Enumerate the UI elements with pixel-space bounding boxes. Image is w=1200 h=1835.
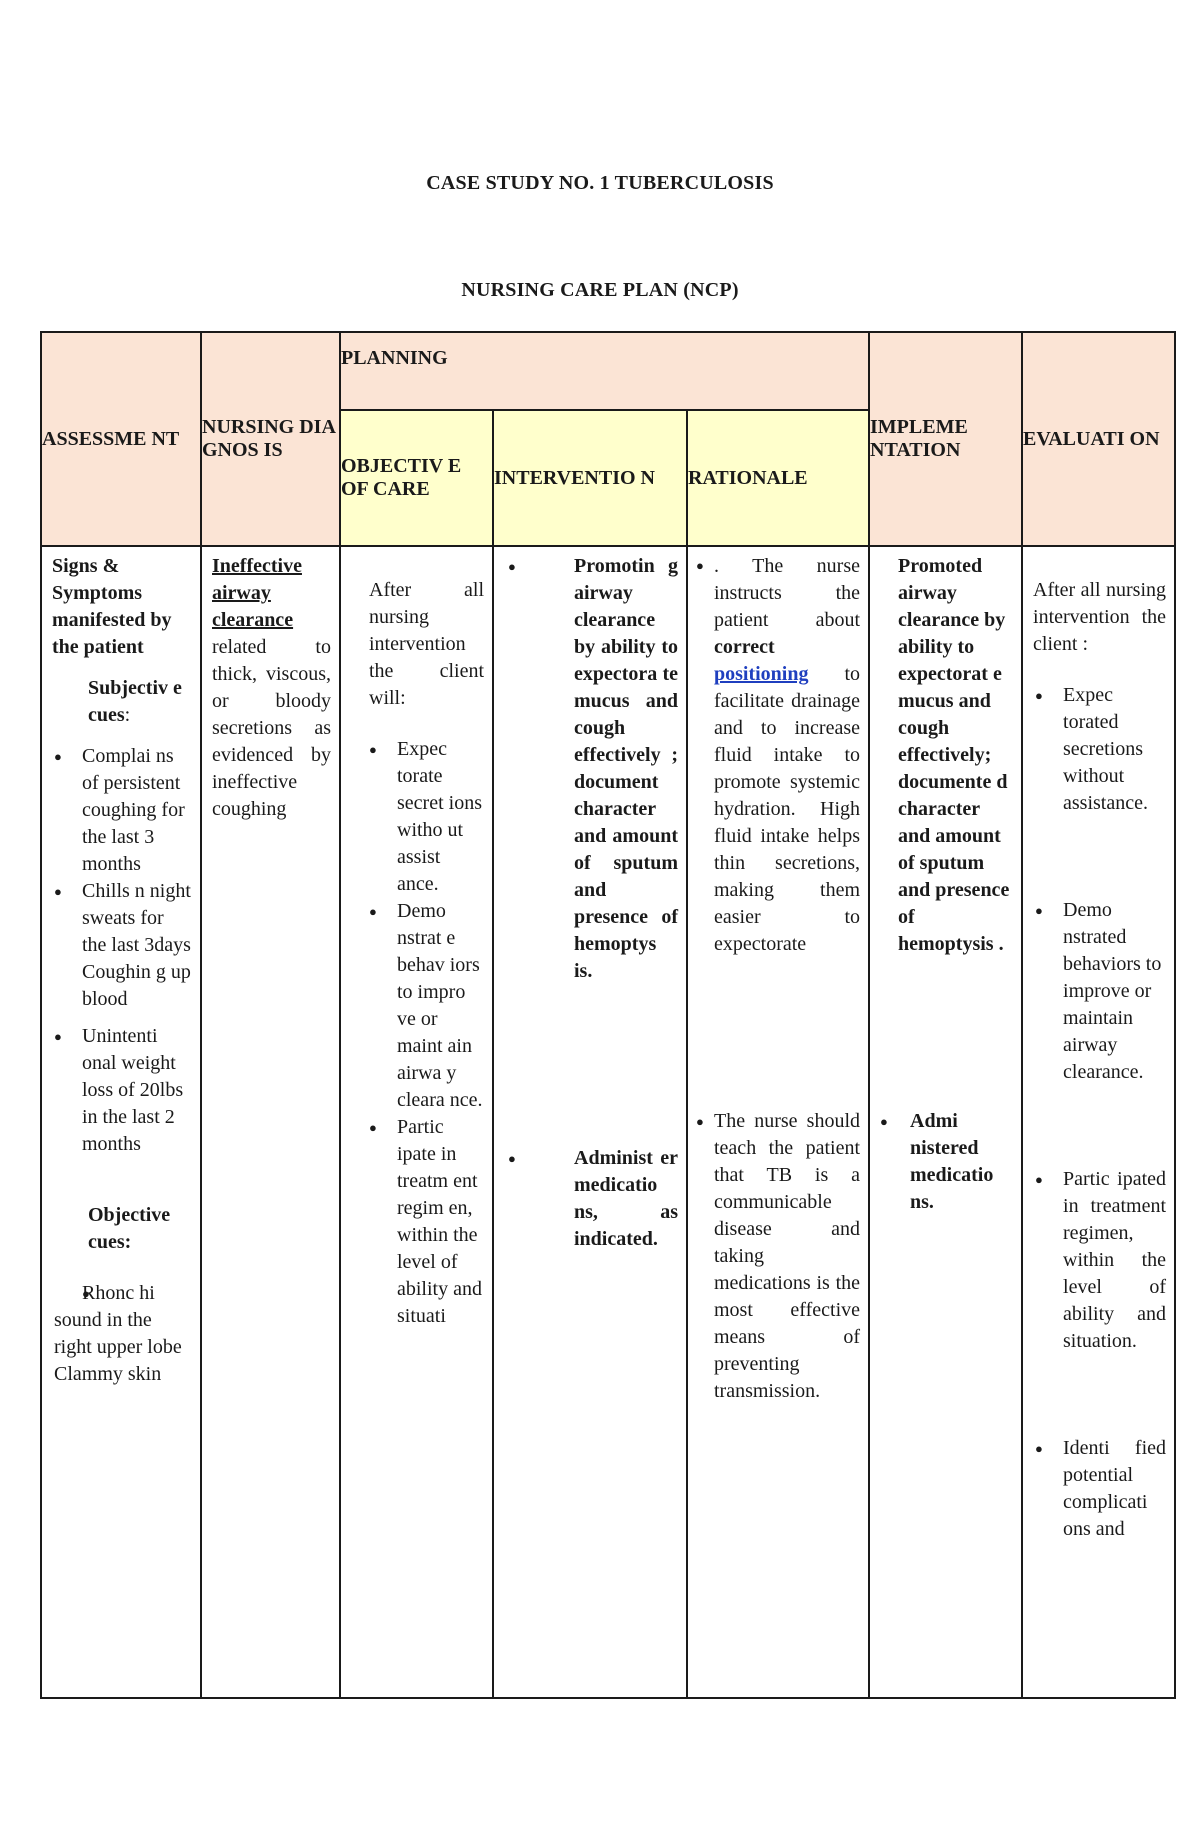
subjective-cues-label: Subjectiv e cues:: [88, 677, 182, 726]
nursing-care-plan-table: [40, 331, 1176, 1699]
implementation-cell: [869, 546, 1022, 1698]
rationale-text: The nurse should teach the patient that TB is a communicable disease and taking medications is the most effective means of preventing transmission.: [714, 1110, 861, 1402]
document-title: CASE STUDY NO. 1 TUBERCULOSIS: [426, 172, 774, 194]
objective-cues-label: Objective cues:: [88, 1204, 171, 1253]
diagnosis-text: related to thick, viscous, or bloody secretions as evidenced by ineffective coughing: [212, 636, 331, 820]
objective-item: ● Partic ipate in treatm ent regim en, within the level of ability and situati: [359, 1114, 484, 1330]
objective-intro: After all nursing intervention the client will:: [369, 579, 484, 709]
header-assessment: ASSESSME NT: [41, 332, 201, 546]
intervention-item: ● Promotin g airway clearance by ability to expectora te mucus and cough effectively ; document character and amount of sputum and presence of hemoptys is.: [498, 553, 678, 985]
nursing-diagnosis-cell: [201, 546, 340, 1698]
header-intervention: INTERVENTIO N: [493, 410, 687, 546]
implementation-item: ● Admi nistered medicatio ns.: [870, 1108, 1013, 1216]
objective-item: ● Demo nstrat e behav iors to impro ve or maint ain airwa y cleara nce.: [359, 898, 484, 1114]
assessment-heading: Signs & Symptoms manifested by the patient: [52, 555, 172, 658]
bullet-icon: ●: [696, 558, 704, 573]
header-planning: PLANNING: [340, 332, 869, 410]
implementation-item: Promoted airway clearance by ability to expectorat e mucus and cough effectively; documente d character and amount of sputum and presence of hemoptysis .: [898, 555, 1010, 955]
evaluation-item: ● Demo nstrated behaviors to improve or maintain airway clearance.: [1025, 897, 1166, 1086]
subjective-cue-item: ● Chills n night sweats for the last 3days Coughin g up blood: [44, 878, 192, 1013]
rationale-cell: ● . The nurse instructs the patient about correct positioning to facilitate drainage and to increase fluid intake to promote systemic hydration. High fluid intake helps thin secretions, making them easier to expectorate ● The nurse should teach the patient that TB is a communicable disease and taking medications is the most effective means of preventing transmission.: [687, 546, 869, 1698]
diagnosis-label: Ineffective airway clearance: [212, 555, 302, 631]
evaluation-intro: After all nursing intervention the client :: [1033, 579, 1167, 655]
header-implementation: IMPLEME NTATION: [869, 332, 1022, 546]
evaluation-item: ● Expec torated secretions without assistance.: [1025, 682, 1166, 817]
subjective-cue-item: ● Unintenti onal weight loss of 20lbs in the last 2 months: [44, 1023, 192, 1158]
header-evaluation: EVALUATI ON: [1022, 332, 1175, 546]
evaluation-item: ● Partic ipated in treatment regimen, within the level of ability and situation.: [1025, 1166, 1166, 1355]
intervention-item: ● Administ er medicatio ns, as indicated.: [498, 1145, 678, 1253]
subjective-cue-item: ● Complai ns of persistent coughing for the last 3 months: [44, 743, 192, 878]
header-objective-of-care: OBJECTIV E OF CARE: [340, 410, 493, 546]
evaluation-cell: [1022, 546, 1175, 1698]
objective-of-care-cell: [340, 546, 493, 1698]
objective-item: ● Expec torate secret ions witho ut assist ance.: [359, 736, 484, 898]
evaluation-item: ● Identi fied potential complicati ons and: [1025, 1435, 1166, 1543]
assessment-cell: [41, 546, 201, 1698]
objective-cue-item: ● Rhonc hi sound in the right upper lobe Clammy skin: [44, 1280, 192, 1388]
intervention-cell: [493, 546, 687, 1698]
document-subtitle: NURSING CARE PLAN (NCP): [461, 279, 739, 301]
header-rationale: RATIONALE: [687, 410, 869, 546]
header-nursing-diagnosis: NURSING DIA GNOS IS: [201, 332, 340, 546]
positioning-link[interactable]: positioning: [714, 663, 809, 685]
bullet-icon: ●: [696, 1114, 704, 1129]
